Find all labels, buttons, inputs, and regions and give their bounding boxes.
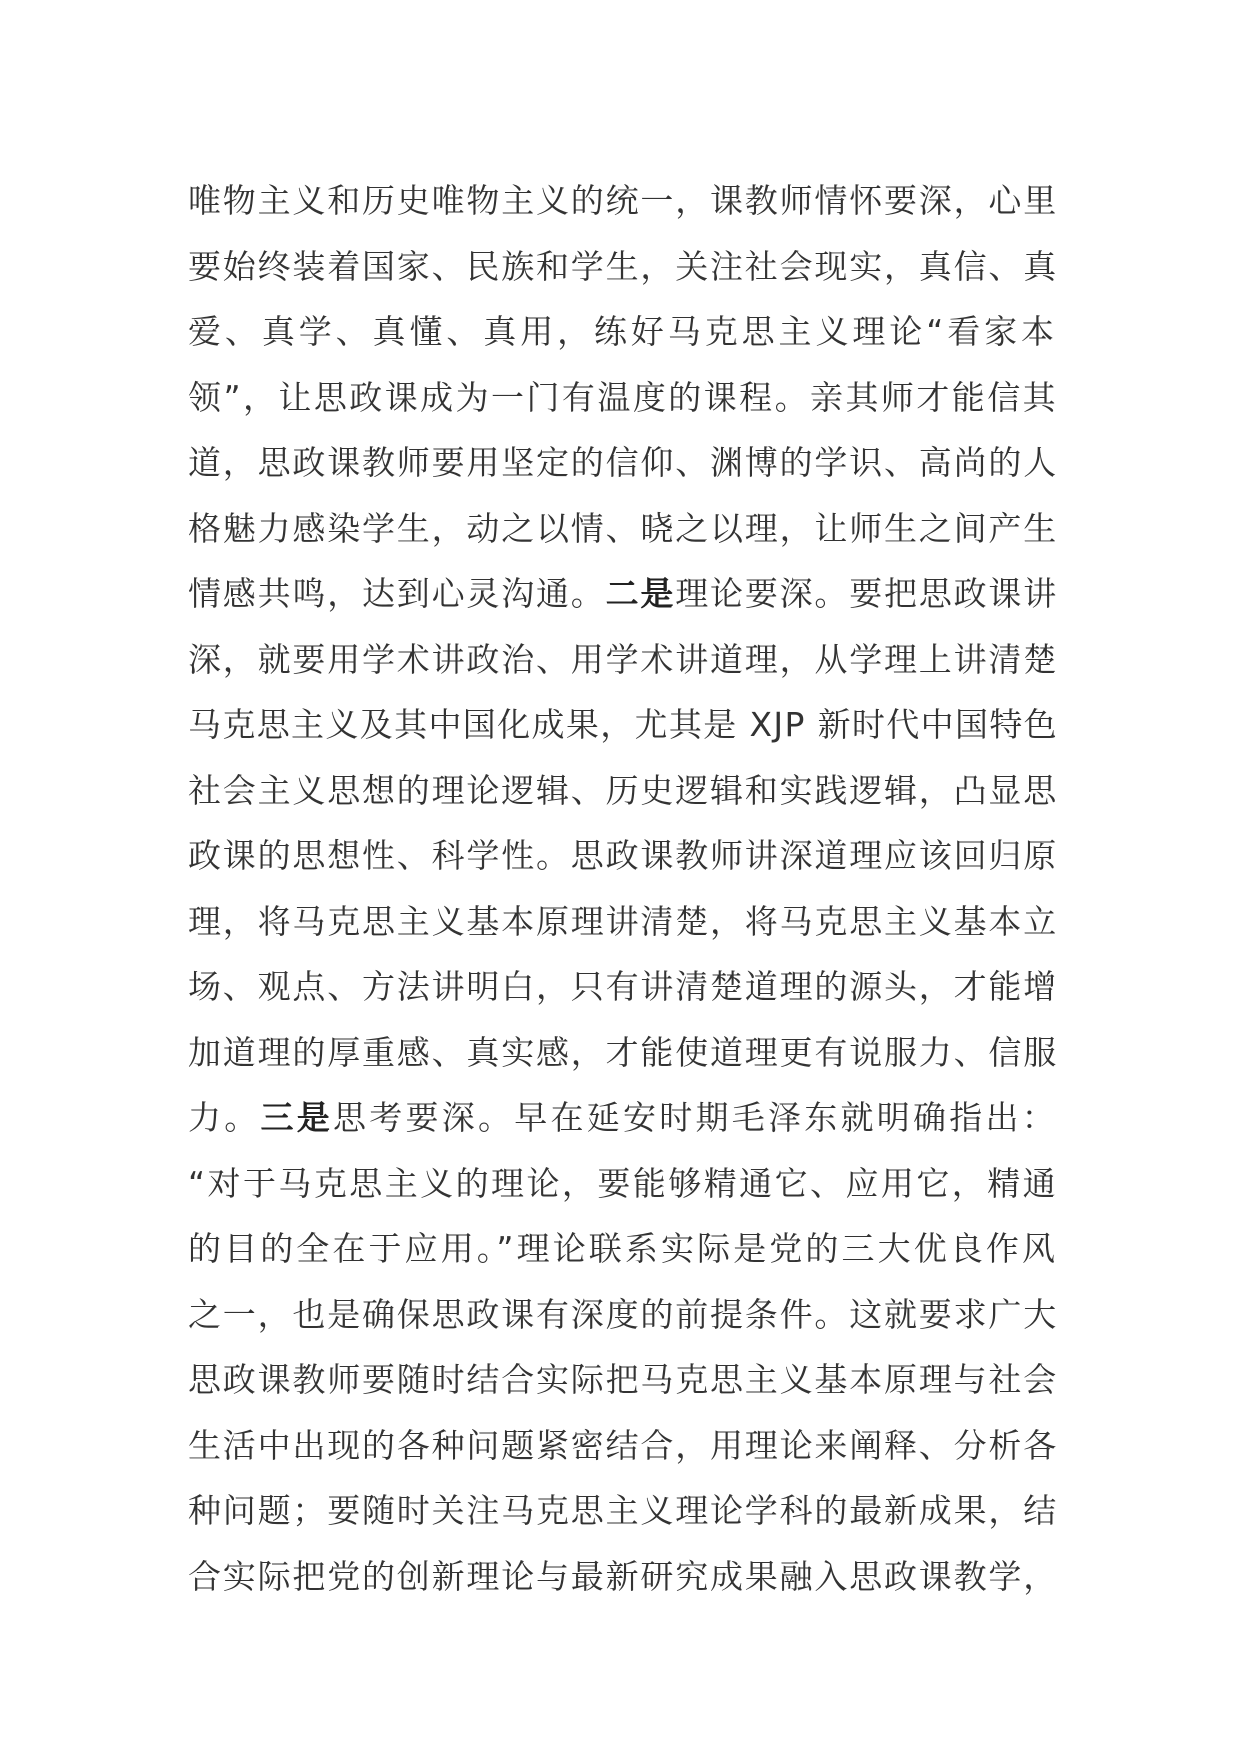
text-run: 力。 [188,1098,261,1137]
text-line: 领”，让思政课成为一门有温度的课程。亲其师才能信其 [188,377,1058,417]
text-line: 爱、真学、真懂、真用，练好马克思主义理论“看家本 [188,312,1058,351]
text-line: 合实际把党的创新理论与最新研究成果融入思政课教学， [188,1556,1058,1596]
text-line: 要始终装着国家、民族和学生，关注社会现实，真信、真 [188,246,1058,286]
text-line: 马克思主义及其中国化成果，尤其是 XJP 新时代中国特色 [188,705,1058,744]
text-line: 加道理的厚重感、真实感，才能使道理更有说服力、信服 [188,1032,1058,1072]
text-run: 理论要深。要把思政课讲 [675,574,1058,613]
bold-lead-phrase: 三是 [260,1098,333,1137]
text-line: “对于马克思主义的理论，要能够精通它、应用它，精通 [188,1163,1058,1203]
body-text [188,168,1058,1609]
text-line: 之一，也是确保思政课有深度的前提条件。这就要求广大 [188,1294,1058,1334]
text-line: 格魅力感染学生，动之以情、晓之以理，让师生之间产生 [188,508,1058,548]
bold-lead-phrase: 二是 [605,574,676,613]
text-run: 思考要深。早在延安时期毛泽东就明确指出： [333,1098,1058,1137]
text-line: 政课的思想性、科学性。思政课教师讲深道理应该回归原 [188,836,1058,875]
text-line [188,561,1058,627]
text-line: 的目的全在于应用。”理论联系实际是党的三大优良作风 [188,1229,1058,1268]
text-line: 思政课教师要随时结合实际把马克思主义基本原理与社会 [188,1360,1058,1399]
text-line: 深，就要用学术讲政治、用学术讲道理，从学理上讲清楚 [188,639,1058,679]
text-line: 种问题；要随时关注马克思主义理论学科的最新成果，结 [188,1491,1058,1530]
text-line: 唯物主义和历史唯物主义的统一，课教师情怀要深，心里 [188,181,1058,220]
text-line: 理，将马克思主义基本原理讲清楚，将马克思主义基本立 [188,901,1058,941]
text-line: 场、观点、方法讲明白，只有讲清楚道理的源头，才能增 [188,967,1058,1006]
text-run: 情感共鸣，达到心灵沟通。 [188,574,606,613]
text-line: 生活中出现的各种问题紧密结合，用理论来阐释、分析各 [188,1425,1058,1465]
text-line [188,1085,1058,1151]
text-line: 社会主义思想的理论逻辑、历史逻辑和实践逻辑，凸显思 [188,770,1058,810]
text-line: 道，思政课教师要用坚定的信仰、渊博的学识、高尚的人 [188,443,1058,482]
